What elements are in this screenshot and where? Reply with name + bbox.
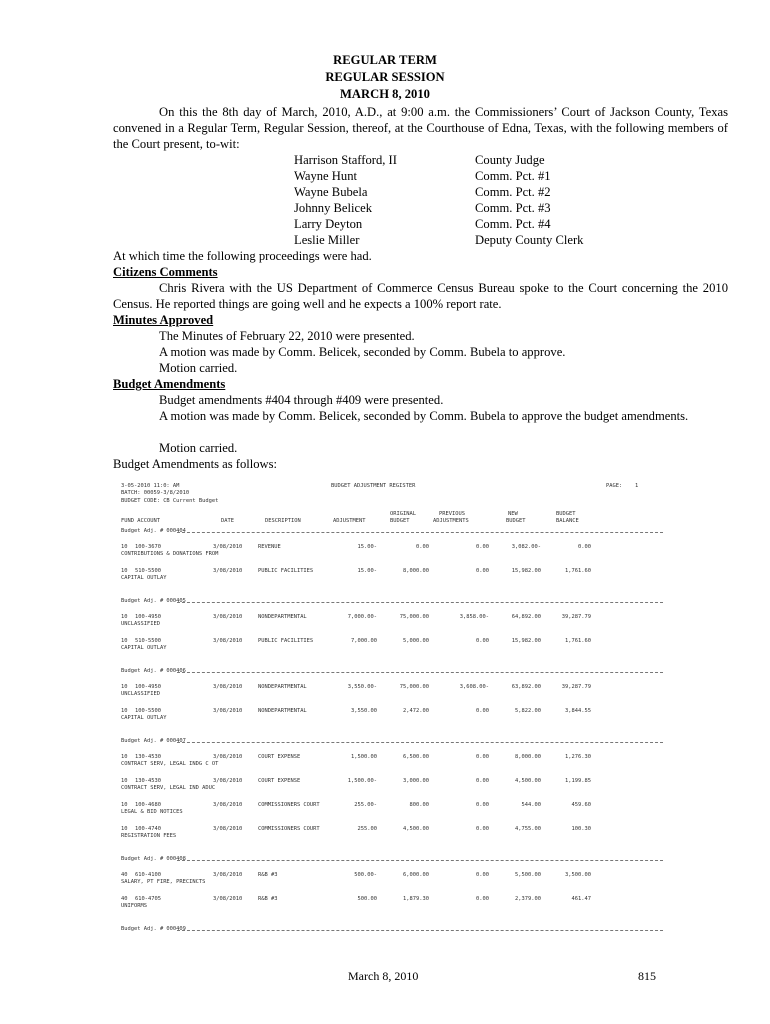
col-original-1: ORIGINAL xyxy=(390,511,416,517)
printout-report-title: BUDGET ADJUSTMENT REGISTER xyxy=(331,483,416,489)
register-cell-account: 100-5500 xyxy=(135,708,161,714)
register-cell-adj: 255.00- xyxy=(354,802,377,808)
col-original-2: BUDGET xyxy=(390,518,410,524)
register-cell-bal: 459.60 xyxy=(571,802,591,808)
divider xyxy=(177,602,663,603)
register-cell-desc: NONDEPARTMENTAL xyxy=(258,708,307,714)
proceedings-intro: At which time the following proceedings were had. xyxy=(113,249,372,263)
minutes-motion: A motion was made by Comm. Belicek, seconded by Comm. Bubela to approve. xyxy=(159,345,566,359)
member-name: Leslie Miller xyxy=(294,233,360,247)
register-cell-prev: 0.00 xyxy=(476,638,489,644)
intro-paragraph: On this the 8th day of March, 2010, A.D., at 9:00 a.m. the Commissioners’ Court of Jackson County, Texas convened in a Regular Term, Regular Session, thereof, at the Courthouse of Edna, Texas, with the following members of the Court present, to-wit: xyxy=(113,105,728,151)
register-cell-account: 100-4680 xyxy=(135,802,161,808)
register-cell-fund: 10 xyxy=(121,708,128,714)
register-cell-adj: 7,000.00 xyxy=(351,638,377,644)
register-cell-prev: 3,858.00- xyxy=(459,614,489,620)
register-cell-desc: COMMISSIONERS COURT xyxy=(258,802,320,808)
register-cell-fund: 10 xyxy=(121,684,128,690)
budget-adj-label: Budget Adj. # 000409 xyxy=(121,926,186,932)
register-cell-new: 4,500.00 xyxy=(515,778,541,784)
register-cell-prev: 0.00 xyxy=(476,754,489,760)
register-cell-bal: 461.47 xyxy=(571,896,591,902)
register-cell-new: 2,379.00 xyxy=(515,896,541,902)
register-cell-desc: R&B #3 xyxy=(258,896,278,902)
register-cell-date: 3/08/2010 xyxy=(213,778,243,784)
register-cell-orig: 8,000.00 xyxy=(403,568,429,574)
register-cell-fund: 10 xyxy=(121,802,128,808)
divider xyxy=(177,532,663,533)
register-cell-subdesc: UNCLASSIFIED xyxy=(121,691,160,697)
col-fund-account: FUND ACCOUNT xyxy=(121,518,160,524)
register-cell-fund: 10 xyxy=(121,568,128,574)
minutes-approved-heading: Minutes Approved xyxy=(113,313,214,327)
member-name: Wayne Bubela xyxy=(294,185,368,199)
register-cell-orig: 5,000.00 xyxy=(403,638,429,644)
register-cell-orig: 800.00 xyxy=(409,802,429,808)
register-cell-new: 63,892.00 xyxy=(511,684,541,690)
register-cell-date: 3/08/2010 xyxy=(213,638,243,644)
register-cell-account: 510-5500 xyxy=(135,638,161,644)
col-balance-1: BUDGET xyxy=(556,511,576,517)
register-cell-adj: 3,550.00 xyxy=(351,708,377,714)
register-cell-fund: 10 xyxy=(121,778,128,784)
register-cell-prev: 0.00 xyxy=(476,872,489,878)
register-cell-bal: 1,761.60 xyxy=(565,638,591,644)
register-cell-desc: R&B #3 xyxy=(258,872,278,878)
divider xyxy=(177,930,663,931)
minutes-presented: The Minutes of February 22, 2010 were presented. xyxy=(159,329,415,343)
divider xyxy=(177,672,663,673)
register-cell-fund: 10 xyxy=(121,638,128,644)
register-cell-desc: COMMISSIONERS COURT xyxy=(258,826,320,832)
register-cell-adj: 15.00- xyxy=(357,544,377,550)
register-cell-fund: 10 xyxy=(121,544,128,550)
register-cell-date: 3/08/2010 xyxy=(213,708,243,714)
register-cell-bal: 3,844.55 xyxy=(565,708,591,714)
register-cell-desc: NONDEPARTMENTAL xyxy=(258,614,307,620)
register-cell-new: 5,500.00 xyxy=(515,872,541,878)
budget-adj-label: Budget Adj. # 000406 xyxy=(121,668,186,674)
register-cell-adj: 15.00- xyxy=(357,568,377,574)
member-title: Comm. Pct. #4 xyxy=(475,217,551,231)
register-cell-subdesc: CAPITAL OUTLAY xyxy=(121,645,167,651)
member-name: Johnny Belicek xyxy=(294,201,372,215)
register-cell-date: 3/08/2010 xyxy=(213,614,243,620)
register-cell-account: 100-4740 xyxy=(135,826,161,832)
register-cell-orig: 0.00 xyxy=(416,544,429,550)
col-adjustment: ADJUSTMENT xyxy=(333,518,366,524)
budget-presented: Budget amendments #404 through #409 were presented. xyxy=(159,393,444,407)
register-cell-date: 3/08/2010 xyxy=(213,684,243,690)
printout-batch: BATCH: 00059-3/8/2010 xyxy=(121,490,190,496)
register-cell-desc: PUBLIC FACILITIES xyxy=(258,568,314,574)
register-cell-fund: 10 xyxy=(121,614,128,620)
register-cell-date: 3/08/2010 xyxy=(213,568,243,574)
register-cell-bal: 3,500.00 xyxy=(565,872,591,878)
register-cell-subdesc: CONTRIBUTIONS & DONATIONS FROM xyxy=(121,551,219,557)
member-name: Harrison Stafford, II xyxy=(294,153,397,167)
printout-page-label: PAGE: xyxy=(606,483,623,489)
register-cell-new: 64,892.00 xyxy=(511,614,541,620)
col-new-2: BUDGET xyxy=(506,518,526,524)
register-cell-account: 100-4950 xyxy=(135,684,161,690)
register-cell-prev: 0.00 xyxy=(476,826,489,832)
register-cell-subdesc: SALARY, PT FIRE, PRECINCTS xyxy=(121,879,206,885)
register-cell-new: 4,755.00 xyxy=(515,826,541,832)
register-cell-prev: 0.00 xyxy=(476,544,489,550)
register-cell-fund: 10 xyxy=(121,754,128,760)
register-cell-orig: 1,879.30 xyxy=(403,896,429,902)
register-cell-adj: 500.00 xyxy=(357,896,377,902)
citizens-comments-text: Chris Rivera with the US Department of Commerce Census Bureau spoke to the Court concerning the 2010 Census. He reported things are going well and he expects a 100% report rate. xyxy=(113,281,728,311)
budget-adj-label: Budget Adj. # 000405 xyxy=(121,598,186,604)
register-cell-bal: 100.30 xyxy=(571,826,591,832)
budget-amendments-heading: Budget Amendments xyxy=(113,377,226,391)
register-cell-account: 130-4530 xyxy=(135,778,161,784)
register-cell-prev: 0.00 xyxy=(476,896,489,902)
minutes-carried: Motion carried. xyxy=(159,361,238,375)
register-cell-orig: 2,472.00 xyxy=(403,708,429,714)
register-cell-desc: REVENUE xyxy=(258,544,281,550)
register-cell-orig: 4,500.00 xyxy=(403,826,429,832)
register-cell-prev: 0.00 xyxy=(476,802,489,808)
register-cell-subdesc: CONTRACT SERV, LEGAL IND ADUC xyxy=(121,785,216,791)
register-cell-date: 3/08/2010 xyxy=(213,896,243,902)
register-cell-orig: 6,500.00 xyxy=(403,754,429,760)
register-cell-bal: 1,276.30 xyxy=(565,754,591,760)
budget-adj-label: Budget Adj. # 000404 xyxy=(121,528,186,534)
register-cell-subdesc: REGISTRATION FEES xyxy=(121,833,177,839)
register-cell-adj: 1,500.00- xyxy=(347,778,377,784)
member-name: Larry Deyton xyxy=(294,217,363,231)
register-cell-date: 3/08/2010 xyxy=(213,544,243,550)
header-regular-session: REGULAR SESSION xyxy=(325,70,445,84)
register-cell-fund: 40 xyxy=(121,896,128,902)
header-date: MARCH 8, 2010 xyxy=(340,87,430,101)
register-cell-orig: 3,000.00 xyxy=(403,778,429,784)
register-cell-subdesc: CAPITAL OUTLAY xyxy=(121,715,167,721)
register-cell-new: 5,822.00 xyxy=(515,708,541,714)
member-title: Comm. Pct. #2 xyxy=(475,185,551,199)
member-title: County Judge xyxy=(475,153,545,167)
member-name: Wayne Hunt xyxy=(294,169,357,183)
register-cell-adj: 500.00- xyxy=(354,872,377,878)
register-cell-account: 100-4950 xyxy=(135,614,161,620)
register-cell-new: 544.00 xyxy=(521,802,541,808)
budget-adj-label: Budget Adj. # 000407 xyxy=(121,738,186,744)
budget-adj-label: Budget Adj. # 000408 xyxy=(121,856,186,862)
register-cell-date: 3/08/2010 xyxy=(213,802,243,808)
register-cell-subdesc: CONTRACT SERV, LEGAL INDG C OT xyxy=(121,761,219,767)
register-cell-prev: 0.00 xyxy=(476,568,489,574)
col-previous-2: ADJUSTMENTS xyxy=(433,518,469,524)
register-cell-subdesc: LEGAL & BID NOTICES xyxy=(121,809,183,815)
member-title: Deputy County Clerk xyxy=(475,233,584,247)
register-cell-account: 610-4100 xyxy=(135,872,161,878)
register-cell-account: 130-4530 xyxy=(135,754,161,760)
register-cell-orig: 6,000.00 xyxy=(403,872,429,878)
register-cell-adj: 7,000.00- xyxy=(347,614,377,620)
printout-timestamp: 3-05-2010 11:0: AM xyxy=(121,483,180,489)
register-cell-bal: 0.00 xyxy=(578,544,591,550)
register-cell-new: 15,982.00 xyxy=(511,568,541,574)
register-cell-desc: COURT EXPENSE xyxy=(258,778,301,784)
register-cell-orig: 75,000.00 xyxy=(399,614,429,620)
footer-date: March 8, 2010 xyxy=(348,969,419,983)
register-cell-fund: 10 xyxy=(121,826,128,832)
col-new-1: NEW xyxy=(508,511,518,517)
register-cell-prev: 0.00 xyxy=(476,708,489,714)
register-cell-bal: 1,199.85 xyxy=(565,778,591,784)
register-cell-prev: 0.00 xyxy=(476,778,489,784)
register-cell-account: 100-3670 xyxy=(135,544,161,550)
register-cell-bal: 39,287.79 xyxy=(561,614,591,620)
register-cell-account: 510-5500 xyxy=(135,568,161,574)
citizens-comments-heading: Citizens Comments xyxy=(113,265,218,279)
budget-motion: A motion was made by Comm. Belicek, seconded by Comm. Bubela to approve the budget amendments. xyxy=(159,409,689,423)
register-cell-fund: 40 xyxy=(121,872,128,878)
register-cell-new: 3,082.00- xyxy=(511,544,541,550)
printout-budget-code: BUDGET CODE: CB Current Budget xyxy=(121,498,219,504)
register-cell-subdesc: UNCLASSIFIED xyxy=(121,621,160,627)
register-cell-subdesc: CAPITAL OUTLAY xyxy=(121,575,167,581)
budget-as-follows: Budget Amendments as follows: xyxy=(113,457,278,471)
col-previous-1: PREVIOUS xyxy=(439,511,465,517)
col-balance-2: BALANCE xyxy=(556,518,579,524)
budget-carried: Motion carried. xyxy=(159,441,238,455)
col-date: DATE xyxy=(221,518,234,524)
col-description: DESCRIPTION xyxy=(265,518,301,524)
header-regular-term: REGULAR TERM xyxy=(333,53,437,67)
register-cell-adj: 1,500.00 xyxy=(351,754,377,760)
printout-page-number: 1 xyxy=(635,483,639,489)
register-cell-desc: NONDEPARTMENTAL xyxy=(258,684,307,690)
register-cell-adj: 3,550.00- xyxy=(347,684,377,690)
divider xyxy=(177,742,663,743)
member-title: Comm. Pct. #1 xyxy=(475,169,551,183)
register-cell-account: 610-4705 xyxy=(135,896,161,902)
register-cell-date: 3/08/2010 xyxy=(213,754,243,760)
register-cell-adj: 255.00 xyxy=(357,826,377,832)
budget-adjustment-register xyxy=(113,480,673,932)
register-cell-desc: PUBLIC FACILITIES xyxy=(258,638,314,644)
member-title: Comm. Pct. #3 xyxy=(475,201,551,215)
register-cell-date: 3/08/2010 xyxy=(213,826,243,832)
register-cell-orig: 75,000.00 xyxy=(399,684,429,690)
register-cell-prev: 3,608.00- xyxy=(459,684,489,690)
footer-page-number: 815 xyxy=(638,969,656,983)
register-cell-date: 3/08/2010 xyxy=(213,872,243,878)
register-cell-subdesc: UNIFORMS xyxy=(121,903,147,909)
register-cell-new: 15,982.00 xyxy=(511,638,541,644)
register-cell-desc: COURT EXPENSE xyxy=(258,754,301,760)
register-cell-new: 8,000.00 xyxy=(515,754,541,760)
divider xyxy=(177,860,663,861)
register-cell-bal: 39,287.79 xyxy=(561,684,591,690)
register-cell-bal: 1,761.60 xyxy=(565,568,591,574)
